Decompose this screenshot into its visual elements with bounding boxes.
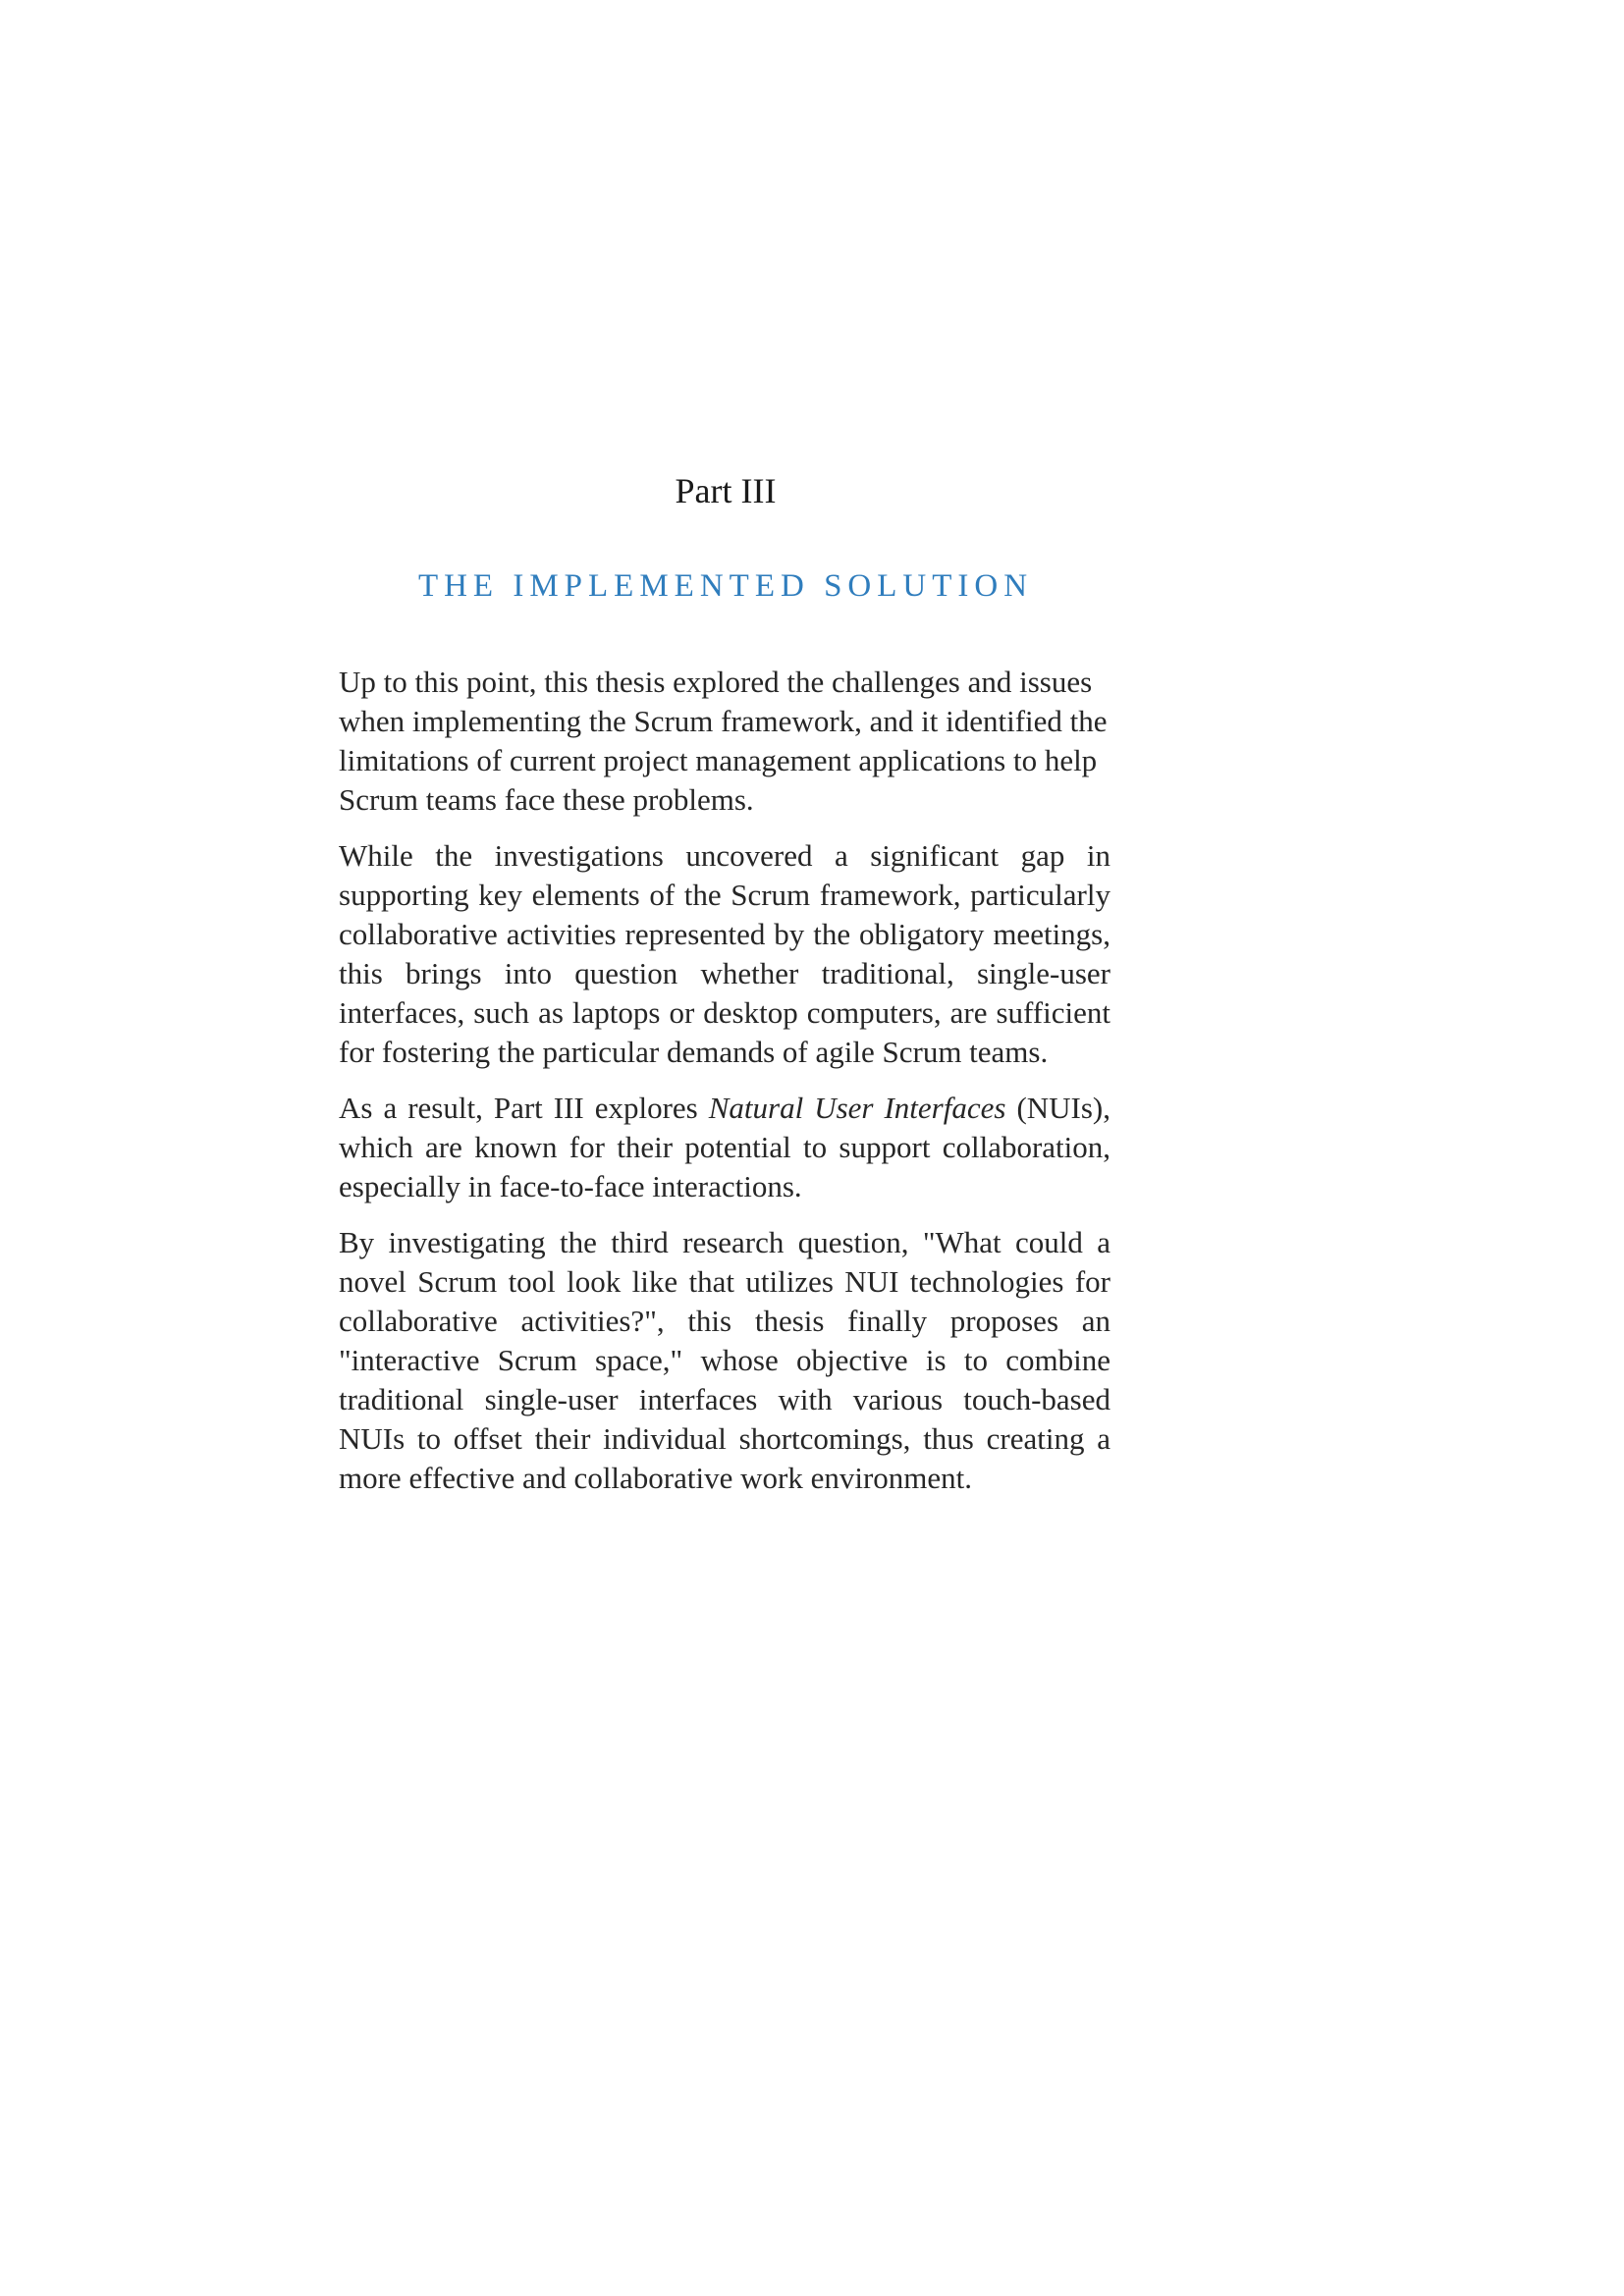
paragraph-3-emphasis: Natural User Interfaces [708, 1091, 1006, 1125]
part-title: THE IMPLEMENTED SOLUTION [417, 568, 1034, 604]
paragraph-2: While the investigations uncovered a significant gap in supporting key elements of the Scrum framework, particularly collaborative activities represented by the obligatory meetings, this brings into question whether traditional, single-user interfaces, such as laptops or desktop computers, are sufficient for fostering the particular demands of agile Scrum teams. [339, 838, 1110, 1069]
paragraph-1: Up to this point, this thesis explored the challenges and issues when implementing the Scrum framework, and it identified the limitations of current project management applications to help Scrum teams face these problems. [339, 665, 1108, 817]
part-label: Part III [675, 471, 777, 510]
paragraph-4: By investigating the third research question, "What could a novel Scrum tool look like that utilizes NUI technologies for collaborative activities?", this thesis finally proposes an "interactive Scrum space," whose objective is to combine traditional single-user interfaces with various touch-based NUIs to offset their individual shortcomings, thus creating a more effective and collaborative work environment. [339, 1225, 1110, 1495]
paragraph-3-start: As a result, Part III explores [339, 1091, 709, 1125]
body-text [339, 663, 1110, 1515]
paragraph-3-end: (NUIs), which are known for their potential to support collaboration, especially in face-to-face interactions. [339, 1091, 1111, 1203]
paragraph-3 [339, 1089, 1110, 1206]
